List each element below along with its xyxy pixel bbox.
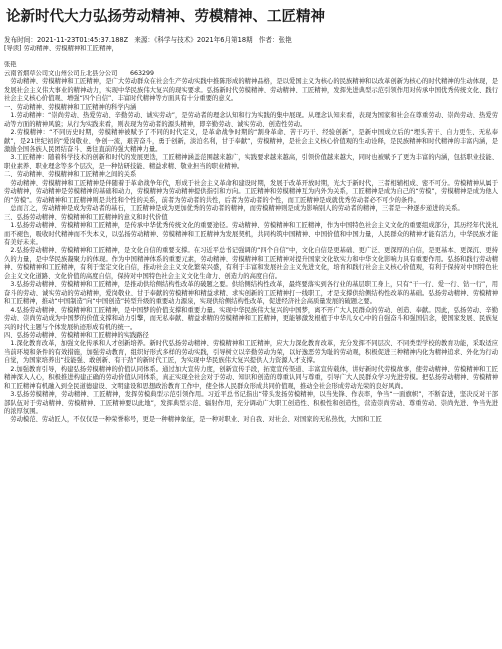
article-author: 作者：张艳 bbox=[258, 36, 292, 44]
paragraph: 4.弘扬劳动精神、劳模精神和工匠精神，是中国梦的价值支撑和重要力量。实现中华民族伟大复兴的中国梦，离不开广大人民群众的劳动、创造、奉献。因此，弘扬劳动、辛勤劳动、崇尚劳动成为中国梦的价值支撑和动力引擎，而无私奉献、精益求精的劳模精神和工匠精神，更能够激发根植于中华儿女心中的自强奋斗和强国信念，使国家发展、民族复兴的时代主题与个体发展轨迹形成有机的统一。 bbox=[4, 306, 498, 331]
article-meta bbox=[4, 36, 498, 45]
article-title: 论新时代大力弘扬劳动精神、劳模精神、工匠精神 bbox=[6, 9, 325, 25]
section-heading: 一、劳动精神、劳模精神和工匠精神的科学内涵 bbox=[4, 103, 137, 111]
paragraph: 1.深化教育改革，加强文化传承和人才创新培养。新时代弘扬劳动精神、劳模精神和工匠精神，应大力深化教育改革，充分发挥不同层次、不同类型学校的教育功能，采取适应当前环境和条件的有效措施，加强劳动教育，组织好形式多样的劳动实践，引导树立以辛勤劳动为荣，以好逸恶劳为耻的劳动观，积极促进三种精神内化为精神追求、外化为行动自觉，为国家培养出“技能强、敢创新、有干劲”的新时代工匠，为实现中华民族伟大复兴提供人力资源人才支撑。 bbox=[4, 340, 498, 365]
paragraph: 3.弘扬劳模精神，劳动精神、工匠精神，发挥劳模典型示范引领作用。习近平总书记指出“带头发扬劳模精神，以当先锋、作表率，争当“一面旗帜”，不断奋进，坚决反对干部部队伍对于劳动精神、劳模精神、工匠精神要以此地”，发挥典型示范、辐射作用，充分调动广大职工创造性、积极性和创造性，营造崇尚劳动、尊重劳动、崇尚先进、争当先进的浓厚氛围。 bbox=[4, 391, 498, 416]
paragraph: 3.工匠精神：随着科学技术的创新和时代的发展更迭，工匠精神涵盖范围越来越广，实践要求越来越高，引领价值越来越大，同时也被赋予了更为丰富的内涵，包括职业技能、职业素养、职业理念等多个层次，是一种钻研技能、精益求精、敬业担当的职业精神。 bbox=[4, 154, 498, 170]
paragraph: 2.弘扬劳动精神、劳模精神和工匠精神，是文化自信的重要支撑。在习近平总书记强调的“四个自信”中，文化自信是更基础、更广泛、更深厚的自信，是更基本、更深沉、更持久的力量，是中华民族凝聚力的体现。作为中国精神体系的重要元素，劳动精神、劳模精神和工匠精神对提升国家文化软实力和中华文化影响力具有重要作用。弘扬和践行劳动精神、劳模精神和工匠精神，有利于坚定文化自信，推动社会主义文化繁荣兴盛，有利于丰富和发展社会主义先进文化，培育和践行社会主义核心价值观，有利于保持对中国特色社会主义文化道路、文化价值的高度自信，保持对中国特色社会主义文化生命力、创造力的高度自信。 bbox=[4, 247, 498, 280]
paragraph: 1.劳动精神：“崇尚劳动、热爱劳动、辛勤劳动、诚实劳动”，是劳动者的理念认知和行为实践的集中展现。从理念认知来看，表现为国家和社会在尊重劳动、崇尚劳动、热爱劳动等方面的精神风貌；从行为实践来看，则表现为劳动者的源头精神，即辛勤劳动、诚实劳动、创造性劳动。 bbox=[4, 112, 498, 128]
article-source: 来源：《科学与技术》2021年6月第18期 bbox=[134, 36, 253, 44]
paragraph: 总而言之，劳动精神是成为劳动者的基石，工匠精神是成为更加优秀的劳动者的精神，而劳模精神则是成为影响别人的劳动者的精神，三者是一种逐步递进的关系。 bbox=[4, 205, 464, 213]
section-heading: 四、弘扬劳动精神、劳模精神和工匠精神的实践路径 bbox=[4, 331, 149, 339]
paragraph: 2.劳模精神：“不同历史时期，劳模精神被赋予了不同的时代定义，是革命战争时期的“割身革命、苦干巧干、经验创新”，是新中国成立后的“埋头苦干、自力更生、无私奉献”，是21世纪初的“爱岗敬业、争创一流，艰苦奋斗，勇于创新，淡泊名利，甘于奉献”，劳模精神，是社会主义核心价值观的生动诠释，是民族精神和时代精神的丰富内涵，是激励全国各族人民团结奋斗、勇往直前的强大精神力量。 bbox=[4, 129, 498, 153]
publish-time: 发布时间：2021-11-23T01:45:37.188Z bbox=[4, 36, 129, 44]
section-heading: 二、劳动精神、劳模精神和工匠精神之间的关系 bbox=[4, 171, 137, 179]
article-keywords: [导读] 劳动精神、劳模精神和工匠精神， bbox=[4, 45, 118, 52]
paragraph: 劳动精神、劳模精神和工匠精神，是广大劳动群众在社会生产劳动实践中推陈形成的精神品格，是以爱国主义为核心的民族精神和以改革创新为核心的时代精神的生动体现，是发展社会主义伟大事业的精神动力，实现中华民族伟大复兴的现实要求。弘扬新时代劳模精神、劳动精神、工匠精神，发挥先进典型示范引领作用对传承中国优秀传统文化、践行社会主义核心价值观、增强“四个自信”、丰富时代精神等方面具有十分重要的意义。 bbox=[4, 78, 498, 103]
paragraph: 劳动精神、劳模精神和工匠精神是伴随着于革命战争年代，形成于社会主义革命和建设时期，发展于改革开放时期，光大于新时代，三者相辅相成、密不可分。劳模精神从属于劳动精神，劳动精神是劳模精神的基础和动力，劳模精神为劳动精神提供指引和方向。工匠精神和劳模精神互为内外为关系，工匠精神是成为自己的“劳模”，劳模精神是成为他人的“劳模”。劳动精神和工匠精神则是共性和个性的关系，前者为劳动者的共性，后者为劳动者的个性，而工匠精神是成就优秀劳动者必不可少的条件。 bbox=[4, 179, 498, 204]
author-affiliation: 云南省烟草公司文山州公司丘北县分公司 663299 bbox=[4, 69, 154, 77]
author-name: 张艳 bbox=[4, 61, 17, 69]
section-heading: 三、弘扬劳动精神、劳模精神和工匠精神的意义和时代价值 bbox=[4, 213, 168, 221]
paragraph: 劳动模范、劳动匠人，不仅仅是一种荣誉称号，更是一种精神象征，是一种对职业、对自我、对社会、对国家的无私热忱，大国和工匠 bbox=[4, 416, 382, 424]
paragraph: 3.弘扬劳动精神、劳模精神和工匠精神，是推动供给侧结构性改革的破题之要。供给侧结构性改革，最终要落实到各行业的基层职工身上，只有“干一行、爱一行、钻一行”，用奋斗的劳动、诚实劳动的劳动精神，爱岗敬业、甘于奉献的劳模精神和精益求精、求实创新的工匠精神打一线职工，才是支撑供给侧结构性改革的基础。弘扬劳动精神、劳模精神和工匠精神，推动“中国制造”向“中国创造”转型升级的重要动力源泉，实现供给侧结构性改革，促进经济社会高质量发展的破题之要。 bbox=[4, 281, 498, 306]
paragraph: 1.弘扬劳动精神、劳模精神和工匠精神，是传承中华优秀传统文化的重要途径。劳动精神、劳模精神和工匠精神，作为中国特色社会主义文化的重要组成部分，其历经年代洗礼而不褪色，吸收时代精神而不失本义，以弘扬劳动精神、劳模精神和工匠精神为发展契机，共同构筑中国精神、中国价值和中国力量，人民群众的精神才能有活力，中华民族才能有美好未来。 bbox=[4, 222, 498, 246]
paragraph: 2.加强教育引导，构建弘扬劳模精神的价值认同体系。通过加大宣传力度，创新宣传手段，拓宽宣传渠道、丰富宣传载体，讲好新时代劳模故事，使劳动精神、劳模精神和工匠精神深入人心，积极推进构建正确的劳动价值认同体系，真正实现全社会对于劳动、知识和创造的尊重认同与尊重，引导广大人民群众学习先进劳模。把弘扬劳动精神、劳模精神和工匠精神有机融入到全民道德建设、文明建设和思想政治教育工作中，使全体人民群众形成共同价值观，推动全社会形成劳动光荣的良好风尚。 bbox=[4, 365, 498, 390]
article-body bbox=[4, 45, 498, 425]
